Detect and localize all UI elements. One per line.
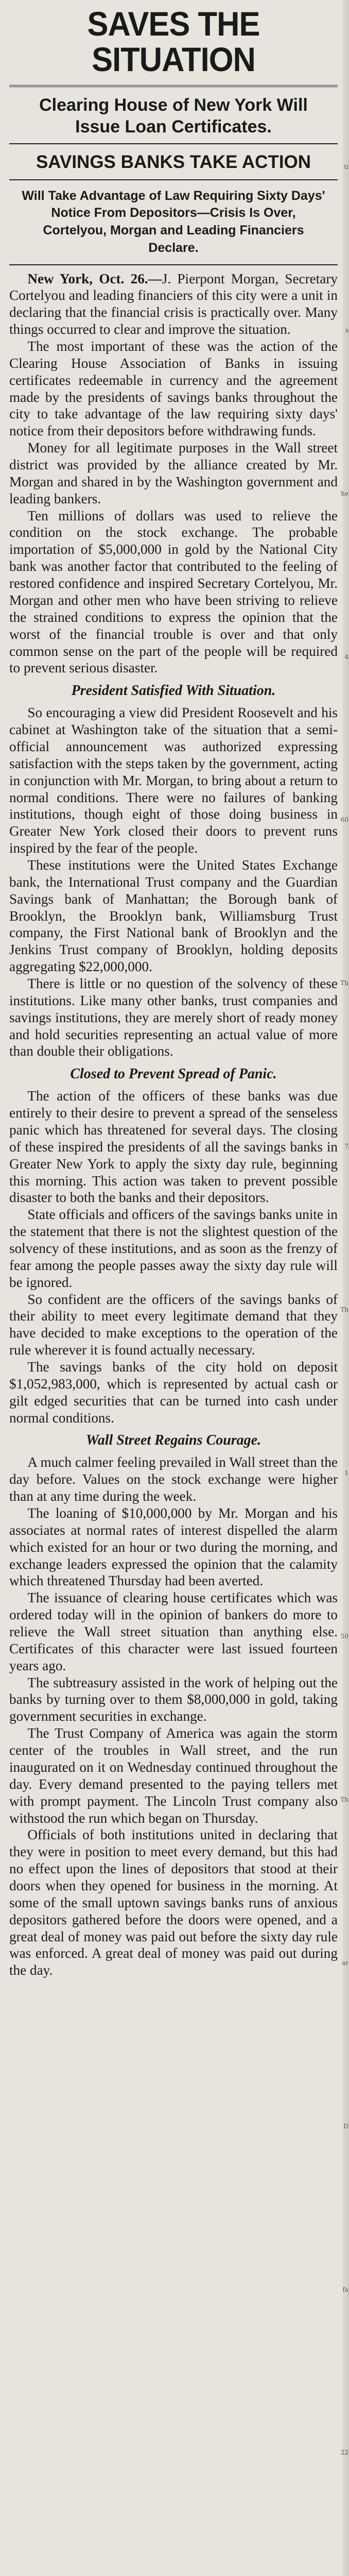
article-paragraph: The subtreasury assisted in the work of helping out the banks by turning over to them $8,000,000 in gold, taking government securities in exchange. [9, 1674, 338, 1724]
section-subhead: Closed to Prevent Spread of Panic. [70, 1066, 277, 1082]
edge-fragment: 7 [344, 1143, 348, 1150]
article-paragraph: Ten millions of dollars was used to relieve the condition on the stock exchange. The probable importation of $5,000,000 in gold by the National City bank was another factor that contributed to the feeling of restored confidence and inspired Secretary Cortelyou, Mr. Morgan and other men who have been striving to relieve the strained conditions to express the opinion that the worst of the financial trouble is over and that only common sense on the part of the people will be required to prevent serious disaster. [9, 507, 338, 676]
edge-fragment: D [343, 2123, 348, 2130]
article-paragraph: These institutions were the United States Exchange bank, the International Trust company and the Guardian Savings bank of Manhattan; the Borough bank of Brooklyn, the Brooklyn bank, Williamsburg Trust company, the First National bank of Brooklyn and the Jenkins Trust company of Brooklyn, holding deposits aggregating $22,000,000. [9, 857, 338, 975]
divider [9, 85, 338, 87]
article-paragraph: The most important of these was the action of the Clearing House Association of Banks in issuing certificates redeemable in currency and the agreement made by the presidents of savings banks throughout the city to take advantage of the law requiring sixty days' notice from their depositors before withdrawing funds. [9, 338, 338, 439]
article-body [9, 270, 338, 1979]
divider [9, 264, 338, 265]
article-paragraph: There is little or no question of the solvency of these institutions. Like many other banks, trust companies and savings institutions, they are merely short of ready money and hold securities representing an actual value of more than double their obligations. [9, 975, 338, 1059]
edge-fragment: fa [342, 2286, 348, 2293]
article-paragraph: The savings banks of the city hold on deposit $1,052,983,000, which is represented by actual cash or gilt edged securities that can be turned into cash under normal conditions. [9, 1359, 338, 1426]
deck-summary: Will Take Advantage of Law Requiring Sixty Days' Notice From Depositors—Crisis Is Over, Cortelyou, Morgan and Leading Financiers Declare. [22, 188, 325, 255]
article-paragraph: The action of the officers of these banks was due entirely to their desire to prevent a spread of the senseless panic which has threatened for several days. The closing of these inspired the presidents of all the savings banks in Greater New York to apply the sixty day rule, beginning this morning. This action was taken to prevent possible disaster to both the banks and their depositors. [9, 1088, 338, 1206]
edge-fragment: s [345, 327, 348, 334]
deck-secondary: SAVINGS BANKS TAKE ACTION [36, 151, 311, 172]
article-paragraph: A much calmer feeling prevailed in Wall street than the day before. Values on the stock exchange were higher than at any time during the week. [9, 1454, 338, 1504]
article-paragraph: State officials and officers of the savings banks unite in the statement that there is not the slightest question of the solvency of these institutions, and as soon as the frenzy of fear among the people passes away the sixty day rule will be ignored. [9, 1207, 338, 1290]
headline: SAVES THE SITUATION [87, 5, 260, 79]
edge-fragment: he [341, 490, 348, 497]
article-paragraph: The issuance of clearing house certificates which was ordered today will in the opinion of bankers do more to relieve the Wall street situation than anything else. Certificates of this character were last issued fourteen years ago. [9, 1590, 338, 1673]
article-paragraph: The loaning of $10,000,000 by Mr. Morgan and his associates at normal rates of interest dispelled the alarm which existed for an hour or two during the morning, and exchange leaders expressed the opinion that the calamity which threatened Thursday had been averted. [9, 1505, 338, 1589]
article-paragraph: So encouraging a view did President Roosevelt and his cabinet at Washington take of the situation that a semi-official announcement was authorized expressing satisfaction with the steps taken by the government, acting in conjunction with Mr. Morgan, to bring about a return to normal conditions. There were no failures of banking institutions, though eight of those doing business in Greater New York closed their doors to prevent runs inspired by the fear of the people. [9, 705, 338, 856]
article-paragraph: Money for all legitimate purposes in the Wall street district was provided by the alliance created by Mr. Morgan and shared in by the Washington government and leading bankers. [9, 440, 338, 506]
adjacent-column-edge [340, 0, 349, 2576]
divider [9, 179, 338, 180]
edge-fragment: ar [342, 1959, 348, 1967]
edge-fragment: Th [340, 979, 348, 987]
section-subhead: Wall Street Regains Courage. [85, 1432, 261, 1449]
dateline: New York, Oct. 26.— [27, 270, 162, 286]
edge-fragment: 1 [344, 1469, 348, 1477]
edge-fragment: ti [344, 163, 348, 171]
article-paragraph: New York, Oct. 26.—J. Pierpont Morgan, Secretary Cortelyou and leading financiers of this city were a unit in declaring that the financial crisis is practically over. Many things occurred to clear and improve the situation. [9, 270, 338, 337]
article-paragraph: The Trust Company of America was again the storm center of the troubles in Wall street, and the run inaugurated on it on Wednesday continued throughout the day. Every demand presented to the paying tellers met with prompt payment. The Lincoln Trust company also withstood the run which began on Thursday. [9, 1725, 338, 1826]
edge-fragment: 50 [340, 1633, 348, 1640]
edge-fragment: 4 [344, 653, 348, 660]
divider [9, 143, 338, 144]
edge-fragment: Th [340, 1306, 348, 1313]
edge-fragment: Th [340, 1796, 348, 1803]
edge-fragment: 60 [340, 816, 348, 823]
section-subhead: President Satisfied With Situation. [71, 683, 276, 699]
article-paragraph: So confident are the officers of the savings banks of their ability to meet every legitimate demand that they have decided to make exceptions to the operation of the rule wherever it is found actually necessary. [9, 1291, 338, 1358]
deck-primary: Clearing House of New York Will Issue Loan Certificates. [39, 95, 308, 137]
edge-fragment: 22 [340, 2449, 348, 2456]
article-paragraph: Officials of both institutions united in declaring that they were in position to meet every demand, but this had no effect upon the lines of depositors that stood at their doors when they opened for business in the morning. At some of the small uptown savings banks runs of anxious depositors gathered before the doors were opened, and a great deal of money was paid out before the sixty day rule was enforced. A great deal of money was paid out during the day. [9, 1827, 338, 1978]
